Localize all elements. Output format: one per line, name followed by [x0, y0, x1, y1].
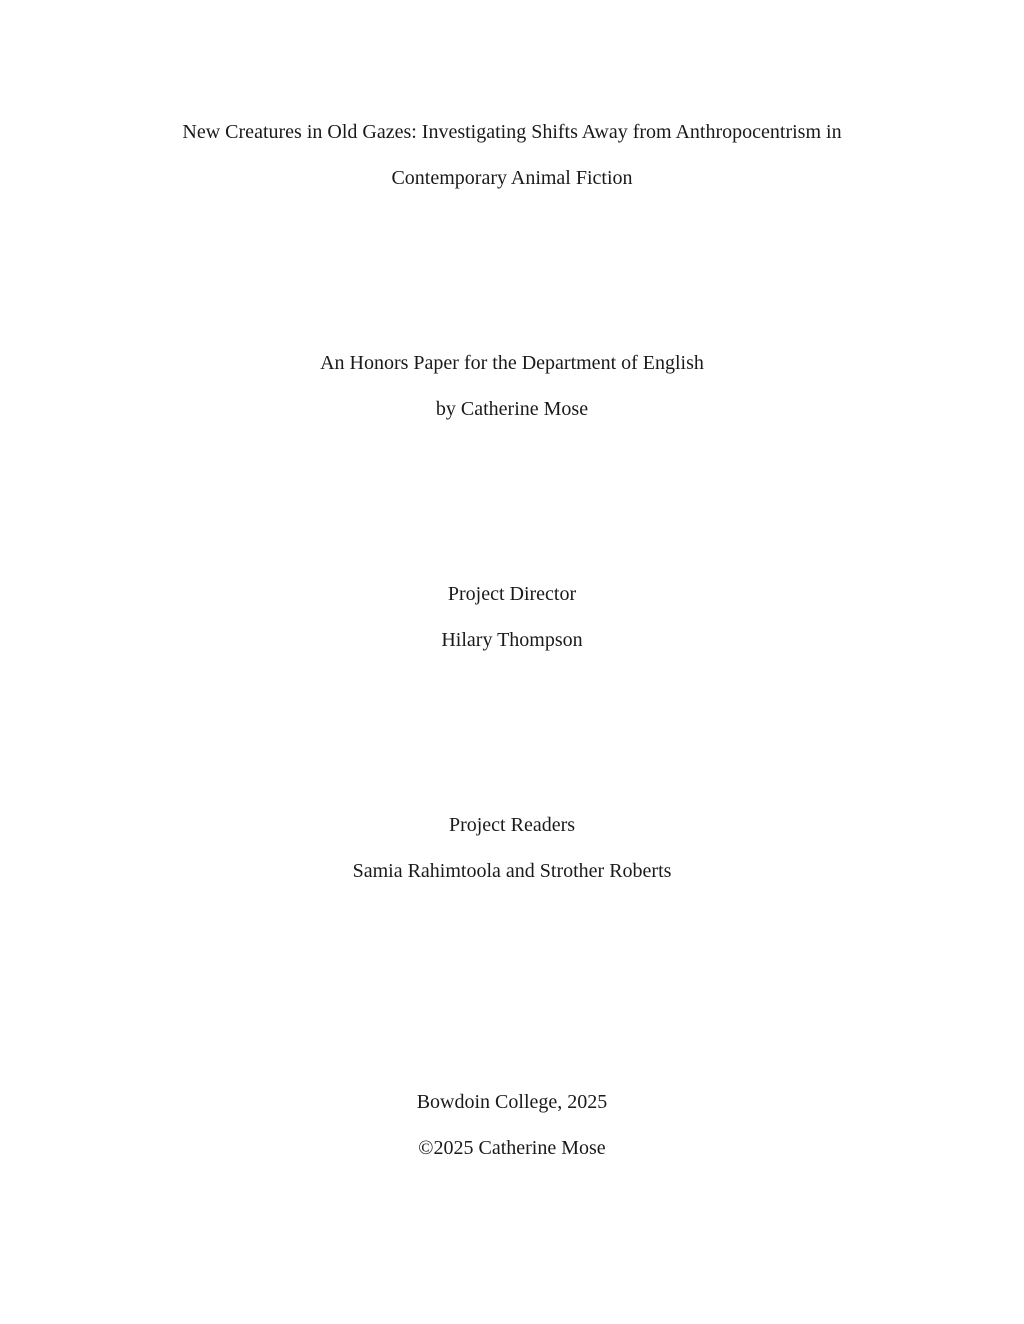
author-byline: by Catherine Mose: [435, 398, 589, 420]
project-readers-names: Samia Rahimtoola and Strother Roberts: [352, 860, 672, 882]
copyright-notice: ©2025 Catherine Mose: [418, 1137, 606, 1159]
project-director-name: Hilary Thompson: [441, 629, 583, 651]
paper-title-line-1: New Creatures in Old Gazes: Investigating Shifts Away from Anthropocentrism in: [182, 121, 842, 143]
project-director-label: Project Director: [447, 583, 577, 605]
paper-title-line-2: Contemporary Animal Fiction: [391, 167, 633, 189]
honors-paper-description: An Honors Paper for the Department of English: [320, 352, 704, 374]
institution-year: Bowdoin College, 2025: [416, 1091, 608, 1113]
project-readers-label: Project Readers: [448, 814, 576, 836]
